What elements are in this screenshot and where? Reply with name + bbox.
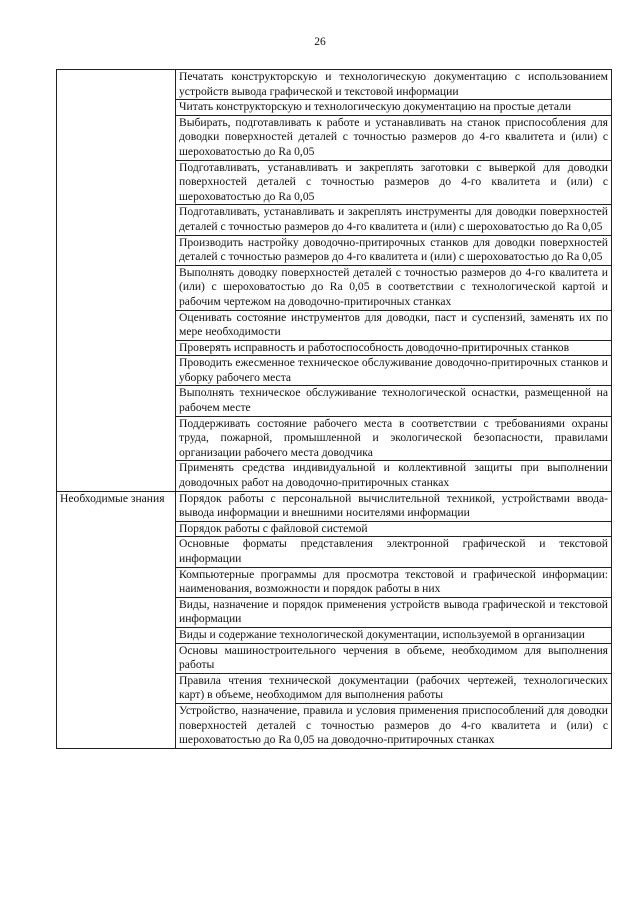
list-item: Проводить ежесменное техническое обслуживание доводочно-притирочных станков и уборку рабочего места xyxy=(176,356,612,386)
list-item: Выполнять техническое обслуживание технологической оснастки, размещенной на рабочем месте xyxy=(176,386,612,416)
list-item: Виды и содержание технологической документации, используемой в организации xyxy=(176,627,612,643)
list-item: Выбирать, подготавливать к работе и устанавливать на станок приспособления для доводки поверхностей деталей с точностью размеров до 4-го квалитета и (или) с шероховатостью до Ra 0,05 xyxy=(176,115,612,160)
list-item: Правила чтения технической документации (рабочих чертежей, технологических карт) в объеме, необходимом для выполнения работы xyxy=(176,673,612,703)
list-item: Порядок работы с персональной вычислительной техникой, устройствами ввода-вывода информации и внешними носителями информации xyxy=(176,491,612,521)
list-item: Выполнять доводку поверхностей деталей с точностью размеров до 4-го квалитета и (или) с шероховатостью до Ra 0,05 в соответствии с технологической картой и рабочим чертежом на доводочно-притирочных станках xyxy=(176,265,612,310)
list-item: Подготавливать, устанавливать и закреплять заготовки с выверкой для доводки поверхностей деталей с точностью размеров до 4-го квалитета и (или) с шероховатостью до Ra 0,05 xyxy=(176,160,612,205)
list-item: Проверять исправность и работоспособность доводочно-притирочных станков xyxy=(176,340,612,356)
list-item: Подготавливать, устанавливать и закреплять инструменты для доводки поверхностей деталей с точностью размеров до 4-го квалитета и (или) с шероховатостью до Ra 0,05 xyxy=(176,205,612,235)
list-item: Оценивать состояние инструментов для доводки, паст и суспензий, заменять их по мере необходимости xyxy=(176,310,612,340)
list-item: Основные форматы представления электронной графической и текстовой информации xyxy=(176,537,612,567)
list-item: Производить настройку доводочно-притирочных станков для доводки поверхностей деталей с точностью размеров до 4-го квалитета и (или) с шероховатостью до Ra 0,05 xyxy=(176,235,612,265)
list-item: Читать конструкторскую и технологическую документацию на простые детали xyxy=(176,100,612,116)
section-label-knowledge: Необходимые знания xyxy=(57,491,176,748)
list-item: Компьютерные программы для просмотра текстовой и графической информации: наименования, возможности и порядок работы в них xyxy=(176,567,612,597)
page-number: 26 xyxy=(314,36,326,48)
section-label-skills xyxy=(57,70,176,492)
list-item: Основы машиностроительного черчения в объеме, необходимом для выполнения работы xyxy=(176,643,612,673)
list-item: Поддерживать состояние рабочего места в соответствии с требованиями охраны труда, пожарной, промышленной и экологической безопасности, правилами организации рабочего места доводчика xyxy=(176,416,612,461)
list-item: Порядок работы с файловой системой xyxy=(176,521,612,537)
list-item: Виды, назначение и порядок применения устройств вывода графической и текстовой информации xyxy=(176,597,612,627)
list-item: Применять средства индивидуальной и коллективной защиты при выполнении доводочных работ на доводочно-притирочных станках xyxy=(176,461,612,491)
list-item: Печатать конструкторскую и технологическую документацию с использованием устройств вывода графической и текстовой информации xyxy=(176,70,612,100)
requirements-table xyxy=(56,69,612,749)
list-item: Устройство, назначение, правила и условия применения приспособлений для доводки поверхностей деталей с точностью размеров до 4-го квалитета и (или) с шероховатостью до Ra 0,05 на доводочно-притирочных станках xyxy=(176,703,612,748)
table-row xyxy=(57,70,612,100)
table-row xyxy=(57,491,612,521)
